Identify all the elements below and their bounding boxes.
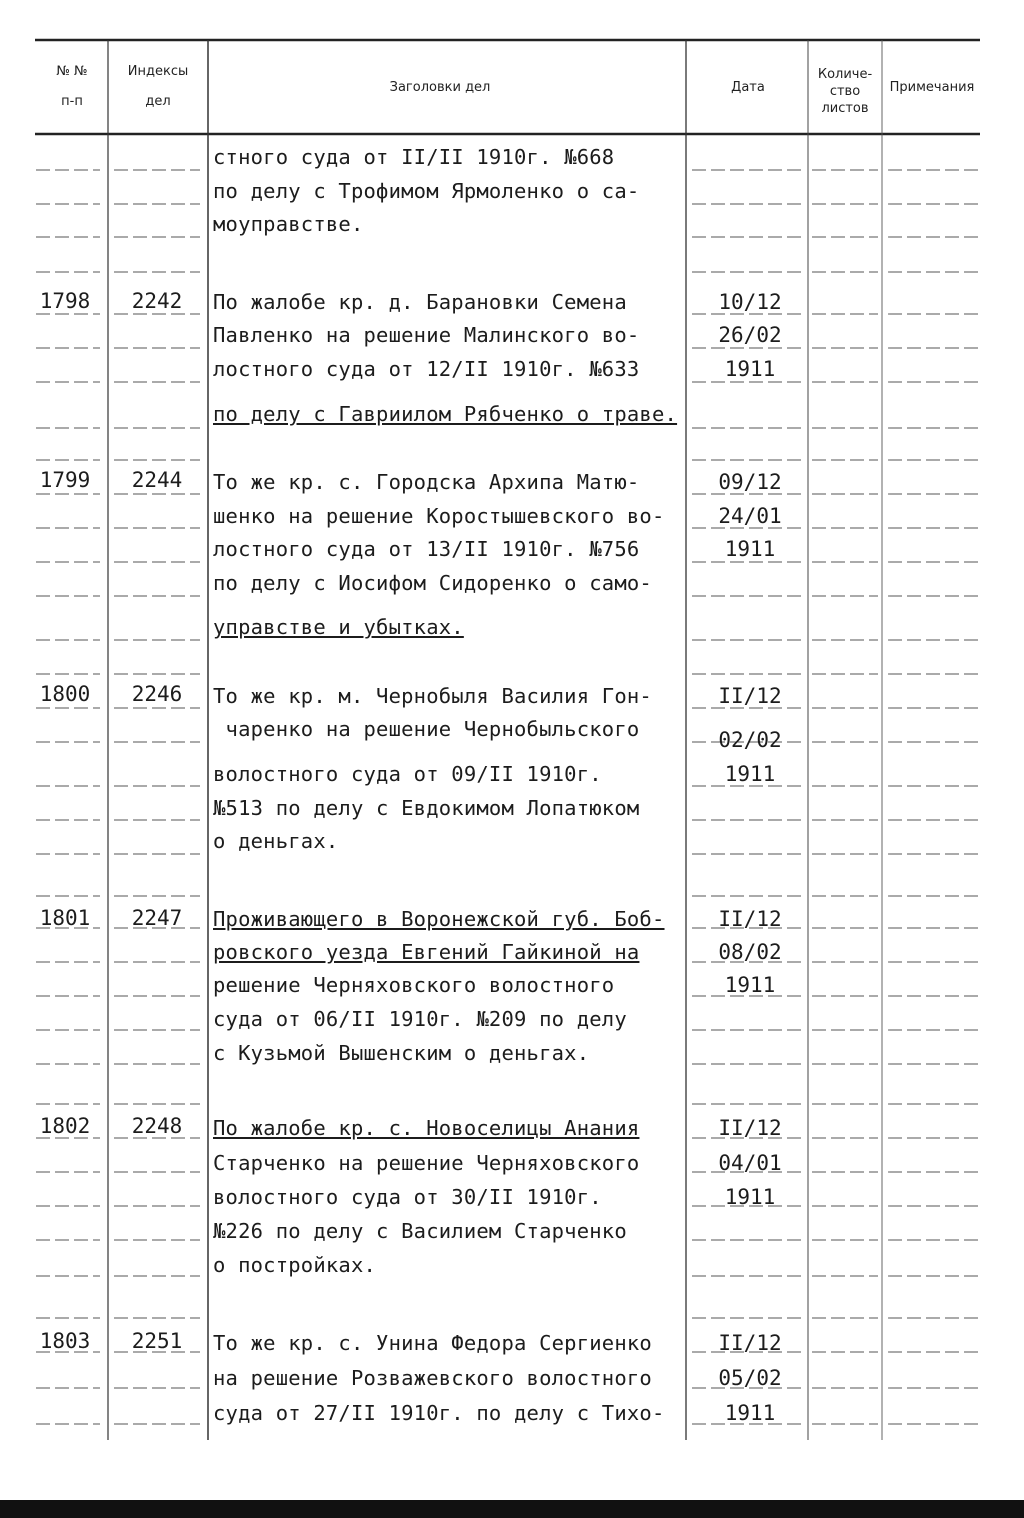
record-title-line: суда от 27/II 1910г. по делу с Тихо- (213, 1401, 665, 1425)
record-title-line: шенко на решение Коростышевского во- (213, 504, 665, 528)
record-number: 1803 (39, 1329, 91, 1353)
record-title-line: По жалобе кр. с. Новоселицы Анания (213, 1116, 640, 1140)
record-date: 05/02 (718, 1366, 782, 1390)
record-title-line: суда от 06/II 1910г. №209 по делу (213, 1007, 627, 1031)
header-col-count-line3: листов (821, 101, 869, 116)
record-title-line: То же кр. м. Чернобыля Василия Гон- (213, 684, 652, 708)
header-col-count (809, 66, 881, 117)
continuation-line-3: моуправстве. (213, 212, 364, 236)
record-date: 09/12 (718, 470, 782, 494)
record-title-line: лостного суда от 13/II 1910г. №756 (213, 537, 640, 561)
record-index: 2251 (131, 1329, 183, 1353)
header-col-index-line2: дел (145, 94, 171, 109)
header-col-count-line2: ство (829, 84, 861, 99)
record-title-line: по делу с Иосифом Сидоренко о само- (213, 571, 652, 595)
record-date: 08/02 (718, 940, 782, 964)
record-date: 24/01 (718, 504, 782, 528)
record-title-line: чаренко на решение Чернобыльского (213, 717, 640, 741)
header-col-index (112, 64, 204, 110)
record-index: 2248 (131, 1114, 183, 1138)
record-title-line: на решение Розважевского волостного (213, 1366, 652, 1390)
record-date: II/12 (718, 684, 782, 708)
header-col-number (40, 64, 104, 110)
record-title-line: Проживающего в Воронежской губ. Боб- (213, 907, 665, 931)
record-title-line: волостного суда от 30/II 1910г. (213, 1185, 602, 1209)
record-number: 1799 (39, 468, 91, 492)
record-title-line: То же кр. с. Городска Архипа Матю- (213, 470, 640, 494)
record-number: 1802 (39, 1114, 91, 1138)
record-title-line: решение Черняховского волостного (213, 973, 615, 997)
header-col-title: Заголовки дел (389, 80, 491, 95)
header-col-count-line1: Количе- (817, 67, 873, 82)
record-date: 1911 (724, 973, 776, 997)
record-date: 10/12 (718, 290, 782, 314)
record-title-line: управстве и убытках. (213, 615, 464, 639)
header-col-index-line1: Индексы (127, 64, 189, 79)
record-title-line: по делу с Гавриилом Рябченко о траве. (213, 402, 678, 426)
continuation-line-2: по делу с Трофимом Ярмоленко о са- (213, 179, 640, 203)
record-index: 2246 (131, 682, 183, 706)
record-number: 1800 (39, 682, 91, 706)
record-date: 1911 (724, 1185, 776, 1209)
header-col-notes: Примечания (889, 80, 975, 95)
record-title-line: №226 по делу с Василием Старченко (213, 1219, 627, 1243)
record-title-line: Старченко на решение Черняховского (213, 1151, 640, 1175)
record-index: 2247 (131, 906, 183, 930)
record-title-line: лостного суда от 12/II 1910г. №633 (213, 357, 640, 381)
record-title-line: То же кр. с. Унина Федора Сергиенко (213, 1331, 652, 1355)
record-date: 1911 (724, 1401, 776, 1425)
record-title-line: с Кузьмой Вышенским о деньгах. (213, 1041, 590, 1065)
header-col-number-line2: п-п (61, 94, 83, 109)
record-title-line: №513 по делу с Евдокимом Лопатюком (213, 796, 640, 820)
record-date: 04/01 (718, 1151, 782, 1175)
scan-bottom-edge (0, 1500, 1024, 1518)
record-title-line: Павленко на решение Малинского во- (213, 323, 640, 347)
record-date: II/12 (718, 1116, 782, 1140)
continuation-line-1: стного суда от II/II 1910г. №668 (213, 145, 615, 169)
record-title-line: По жалобе кр. д. Барановки Семена (213, 290, 627, 314)
header-col-date: Дата (731, 80, 765, 95)
record-number: 1801 (39, 906, 91, 930)
record-date: 1911 (724, 762, 776, 786)
record-date: 26/02 (718, 323, 782, 347)
record-date: 02/02 (718, 728, 782, 752)
record-title-line: о постройках. (213, 1253, 377, 1277)
record-index: 2244 (131, 468, 183, 492)
record-date: II/12 (718, 907, 782, 931)
record-title-line: волостного суда от 09/II 1910г. (213, 762, 602, 786)
record-date: 1911 (724, 357, 776, 381)
record-number: 1798 (39, 289, 91, 313)
header-col-number-line1: № № (56, 64, 88, 79)
record-date: II/12 (718, 1331, 782, 1355)
record-title-line: о деньгах. (213, 829, 339, 853)
record-date: 1911 (724, 537, 776, 561)
record-title-line: ровского уезда Евгений Гайкиной на (213, 940, 640, 964)
record-index: 2242 (131, 289, 183, 313)
